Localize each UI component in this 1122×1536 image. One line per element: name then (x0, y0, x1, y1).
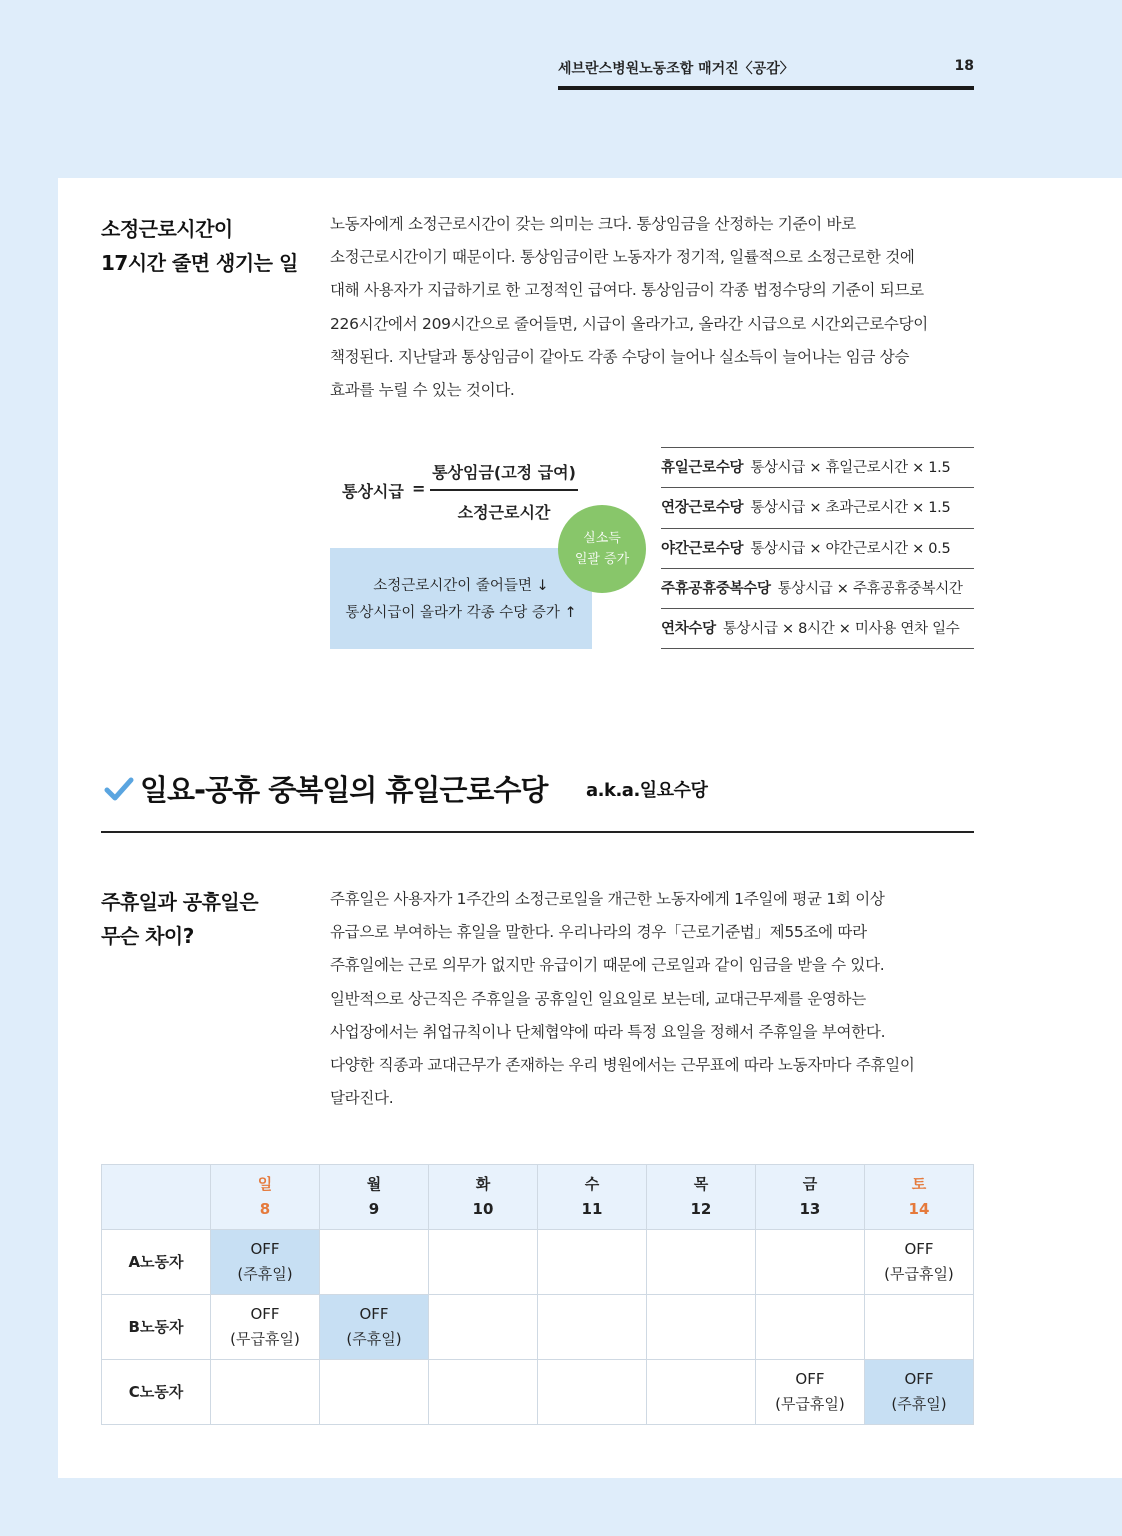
schedule-cell (755, 1230, 864, 1295)
body-line: 주휴일은 사용자가 1주간의 소정근로일을 개근한 노동자에게 1주일에 평균 1회 이상 (330, 890, 885, 908)
section1-body (330, 208, 928, 407)
body-line: 소정근로시간이기 때문이다. 통상임금이란 노동자가 정기적, 일률적으로 소정근로한 것에 (330, 248, 915, 267)
body-line: 사업장에서는 취업규칙이나 단체협약에 따라 특정 요일을 정해서 주휴일을 부여한다. (330, 1022, 886, 1041)
body-line: 주휴일에는 근로 의무가 없지만 유급이기 때문에 근로일과 같이 임금을 받을 수 있다. (330, 956, 885, 975)
schedule-cell (428, 1230, 537, 1295)
off-label: OFF (250, 1240, 280, 1258)
day-name: 수 (584, 1175, 600, 1193)
table-row (102, 1360, 974, 1425)
allowance-row (661, 609, 974, 649)
day-name: 월 (366, 1175, 382, 1193)
income-increase-badge (558, 505, 646, 593)
allowance-row (661, 488, 974, 528)
off-label: OFF (904, 1240, 934, 1258)
schedule-cell (319, 1360, 428, 1425)
off-type: (주휴일) (891, 1395, 947, 1413)
checkmark-icon (104, 776, 134, 802)
day-header (537, 1165, 646, 1230)
schedule-cell (537, 1360, 646, 1425)
page-number: 18 (954, 58, 974, 74)
day-name: 목 (693, 1175, 709, 1193)
magazine-title: 세브란스병원노동조합 매거진〈공감〉 (558, 61, 794, 77)
schedule-cell (428, 1295, 537, 1360)
schedule-cell (537, 1295, 646, 1360)
day-name: 일 (257, 1175, 273, 1193)
badge-line: 실소득 (583, 531, 621, 546)
body-line: 달라진다. (330, 1089, 394, 1108)
allowance-formula: 통상시급 × 주휴공휴중복시간 (777, 580, 963, 597)
day-date: 12 (690, 1200, 712, 1218)
schedule-cell (864, 1295, 973, 1360)
table-header-row (102, 1165, 974, 1230)
schedule-cell (537, 1230, 646, 1295)
formula-lhs: 통상시급 (342, 482, 404, 501)
day-name: 금 (802, 1175, 818, 1193)
day-name: 화 (475, 1175, 491, 1193)
off-label: OFF (795, 1370, 825, 1388)
corner-cell (102, 1165, 211, 1230)
allowance-formula: 통상시급 × 8시간 × 미사용 연차 일수 (722, 621, 960, 638)
off-type: (무급휴일) (775, 1395, 845, 1413)
day-date: 10 (472, 1200, 494, 1218)
off-label: OFF (250, 1305, 280, 1323)
allowance-name: 연장근로수당 (661, 500, 744, 517)
off-type: (주휴일) (237, 1265, 293, 1283)
fraction-bar (430, 489, 578, 491)
day-header (755, 1165, 864, 1230)
day-date: 9 (368, 1200, 380, 1218)
table-row (102, 1295, 974, 1360)
allowance-name: 주휴공휴중복수당 (661, 580, 771, 597)
allowance-formula: 통상시급 × 휴일근로시간 × 1.5 (750, 460, 951, 476)
off-label: OFF (904, 1370, 934, 1388)
table-row (102, 1230, 974, 1295)
schedule-cell (755, 1360, 864, 1425)
day-header (319, 1165, 428, 1230)
schedule-cell (319, 1230, 428, 1295)
allowance-name: 연차수당 (661, 621, 716, 638)
day-header (864, 1165, 973, 1230)
schedule-cell (864, 1230, 973, 1295)
body-line: 유급으로 부여하는 휴일을 말한다. 우리나라의 경우「근로기준법」제55조에 따라 (330, 923, 867, 942)
off-type: (무급휴일) (230, 1330, 300, 1348)
day-date: 11 (581, 1200, 603, 1218)
magazine-header (558, 56, 974, 90)
heading-divider (101, 831, 974, 833)
schedule-cell (864, 1360, 973, 1425)
formula-numerator: 통상임금(고정 급여) (432, 463, 576, 482)
allowance-list (661, 447, 974, 649)
allowance-row (661, 448, 974, 488)
section2-heading: 일요-공휴 중복일의 휴일근로수당 (140, 773, 548, 807)
day-header (210, 1165, 319, 1230)
effect-box (330, 548, 592, 649)
off-type: (무급휴일) (884, 1265, 954, 1283)
section2-title (101, 885, 258, 953)
schedule-cell (646, 1230, 755, 1295)
effect-line: 소정근로시간이 줄어들면 ↓ (373, 578, 549, 594)
schedule-table (101, 1164, 974, 1425)
day-date: 14 (908, 1200, 930, 1218)
body-line: 다양한 직종과 교대근무가 존재하는 우리 병원에서는 근무표에 따라 노동자마다 주휴일이 (330, 1056, 915, 1075)
body-line: 책정된다. 지난달과 통상임금이 같아도 각종 수당이 늘어나 실소득이 늘어나는 임금 상승 (330, 347, 910, 366)
day-header (646, 1165, 755, 1230)
body-line: 대해 사용자가 지급하기로 한 고정적인 급여다. 통상임금이 각종 법정수당의 기준이 되므로 (330, 281, 924, 300)
section1-title-line: 17시간 줄면 생기는 일 (101, 251, 298, 275)
section2-title-line: 무슨 차이? (101, 924, 194, 948)
schedule-cell (210, 1230, 319, 1295)
body-line: 226시간에서 209시간으로 줄어들면, 시급이 올라가고, 올라간 시급으로 시간외근로수당이 (330, 314, 928, 333)
section2-title-line: 주휴일과 공휴일은 (101, 890, 259, 914)
body-line: 노동자에게 소정근로시간이 갖는 의미는 크다. 통상임금을 산정하는 기준이 바로 (330, 215, 856, 233)
badge-line: 일괄 증가 (574, 552, 630, 567)
schedule-cell (319, 1295, 428, 1360)
schedule-cell (755, 1295, 864, 1360)
allowance-name: 야간근로수당 (661, 540, 744, 557)
section2-heading-sub: a.k.a.일요수당 (586, 780, 708, 801)
worker-name: A노동자 (102, 1230, 211, 1295)
allowance-formula: 통상시급 × 야간근로시간 × 0.5 (750, 540, 951, 557)
schedule-cell (646, 1360, 755, 1425)
formula-equals: = (412, 479, 426, 498)
schedule-cell (646, 1295, 755, 1360)
formula-denominator: 소정근로시간 (457, 503, 551, 522)
day-date: 8 (259, 1200, 271, 1218)
day-date: 13 (799, 1200, 821, 1218)
schedule-cell (210, 1360, 319, 1425)
allowance-row (661, 569, 974, 609)
schedule-cell (428, 1360, 537, 1425)
worker-name: B노동자 (102, 1295, 211, 1360)
body-line: 일반적으로 상근직은 주휴일을 공휴일인 일요일로 보는데, 교대근무제를 운영하는 (330, 989, 866, 1008)
effect-line: 통상시급이 올라가 각종 수당 증가 ↑ (345, 605, 577, 621)
section1-title-line: 소정근로시간이 (101, 217, 233, 241)
worker-name: C노동자 (102, 1360, 211, 1425)
section2-body (330, 883, 915, 1115)
allowance-formula: 통상시급 × 초과근로시간 × 1.5 (750, 500, 951, 517)
allowance-row (661, 529, 974, 569)
allowance-name: 휴일근로수당 (661, 460, 744, 476)
schedule-cell (210, 1295, 319, 1360)
off-type: (주휴일) (346, 1330, 402, 1348)
off-label: OFF (359, 1305, 389, 1323)
section1-title (101, 212, 298, 280)
day-name: 토 (911, 1175, 927, 1193)
day-header (428, 1165, 537, 1230)
body-line: 효과를 누릴 수 있는 것이다. (330, 381, 515, 400)
